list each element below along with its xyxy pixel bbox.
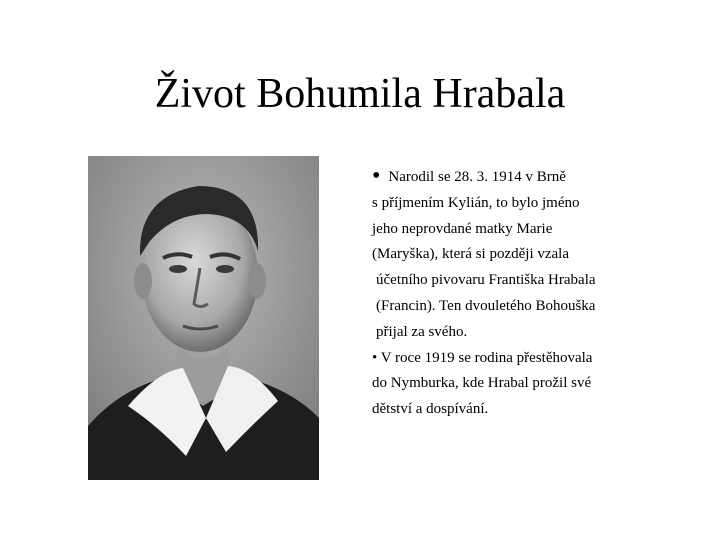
paragraph-1-lead [372,164,672,191]
paragraph-2-line: dětství a dospívání. [372,401,489,418]
paragraph-2-line: • V roce 1919 se rodina přestěhovala [372,349,593,366]
lead-text: Narodil se 28. 3. 1914 v Brně [388,169,566,185]
paragraph-1-line: (Francin). Ten dvouletého Bohouška [376,297,596,314]
biography-text [372,164,672,423]
slide-title: Život Bohumila Hrabala [154,71,566,117]
paragraph-1-line: s příjmením Kylián, to bylo jméno [372,194,580,211]
paragraph-2-line: do Nymburka, kde Hrabal prožil své [372,375,592,392]
paragraph-1-line: účetního pivovaru Františka Hrabala [376,272,596,289]
paragraph-1-line: přijal za svého. [376,323,468,340]
paragraph-1-line: (Maryška), která si později vzala [372,246,569,263]
paragraph-1-line: jeho neprovdané matky Marie [372,220,553,237]
portrait-photo [88,156,319,480]
bullet-glyph: • [372,163,381,189]
